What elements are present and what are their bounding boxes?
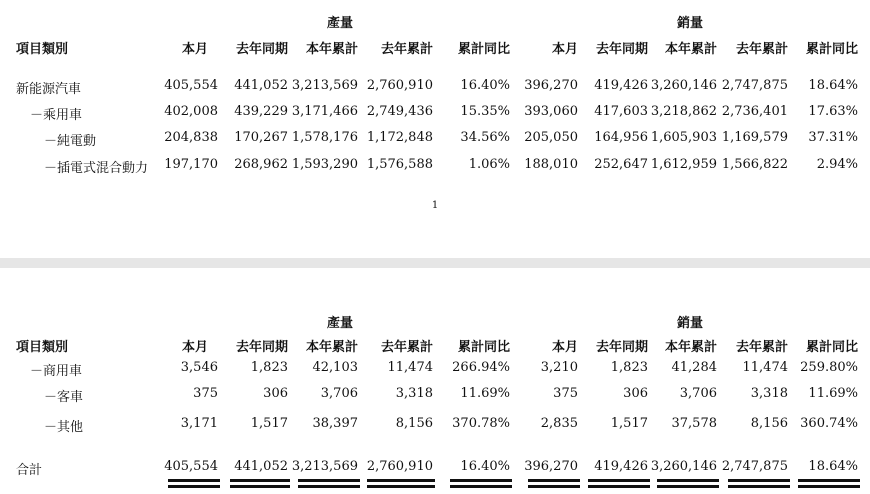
total-cell: 2,760,910 [366,459,433,474]
table-cell: 1,823 [610,360,648,375]
double-underline [168,479,220,489]
row-label: －純電動 [44,134,97,149]
col-header-prior-period: 去年同期 [595,340,648,355]
table-cell: 3,546 [180,360,218,375]
col-header-prior-ytd: 去年累計 [735,42,788,57]
table-cell: 3,213,569 [291,78,358,93]
double-underline [798,479,860,489]
col-header-month: 本月 [551,340,578,355]
col-header-yoy: 累計同比 [457,42,510,57]
table-row [0,386,870,406]
double-underline [367,479,435,489]
table-cell: 2,760,910 [366,78,433,93]
table-row [0,130,870,150]
table-cell: 3,171 [180,416,218,431]
table-cell: 1,517 [610,416,648,431]
table-cell: 2,736,401 [721,104,788,119]
table-cell: 8,156 [750,416,788,431]
table-cell: 164,956 [594,130,648,145]
table-cell: 306 [263,386,288,401]
table-cell: 3,210 [540,360,578,375]
table-cell: 2,747,875 [721,78,788,93]
row-label: －商用車 [30,364,83,379]
table-cell: 1,169,579 [721,130,788,145]
col-header-ytd: 本年累計 [305,42,358,57]
double-underline [230,479,290,489]
table-cell: 1,823 [250,360,288,375]
sales-group-header: 銷量 [676,316,703,331]
table-cell: 439,229 [234,104,288,119]
table-cell: 3,171,466 [291,104,358,119]
table-cell: 1,605,903 [650,130,717,145]
table-cell: 38,397 [312,416,358,431]
table-cell: 37,578 [671,416,717,431]
table-cell: 402,008 [164,104,218,119]
col-header-prior-period: 去年同期 [595,42,648,57]
total-row [0,459,870,479]
category-header: 項目類別 [16,42,69,57]
table-cell: 3,260,146 [650,78,717,93]
col-header-yoy: 累計同比 [805,42,858,57]
row-label: －乘用車 [30,108,83,123]
table-cell: 375 [553,386,578,401]
table-cell: 259.80% [800,360,858,375]
total-cell: 405,554 [164,459,218,474]
table-cell: 268,962 [234,157,288,172]
col-header-prior-ytd: 去年累計 [380,340,433,355]
table-cell: 204,838 [164,130,218,145]
table-cell: 2,835 [540,416,578,431]
col-header-month: 本月 [551,42,578,57]
table-cell: 42,103 [312,360,358,375]
col-header-yoy: 累計同比 [805,340,858,355]
table-cell: 3,706 [679,386,717,401]
col-header-prior-ytd: 去年累計 [380,42,433,57]
table-cell: 3,318 [750,386,788,401]
table-cell: 375 [193,386,218,401]
table-row [0,78,870,98]
col-header-yoy: 累計同比 [457,340,510,355]
table-cell: 1,576,588 [366,157,433,172]
table-row [0,360,870,380]
col-header-ytd: 本年累計 [664,42,717,57]
row-label: －其他 [44,420,84,435]
table-cell: 17.63% [808,104,858,119]
table-cell: 37.31% [808,130,858,145]
category-header: 項目類別 [16,340,69,355]
col-header-ytd: 本年累計 [305,340,358,355]
table-cell: 306 [623,386,648,401]
double-underline [588,479,650,489]
production-group-header: 產量 [326,16,353,31]
table-cell: 11,474 [742,360,788,375]
table-cell: 205,050 [524,130,578,145]
table-cell: 417,603 [594,104,648,119]
double-underline [728,479,790,489]
table-row [0,104,870,124]
table-cell: 1,566,822 [721,157,788,172]
table-cell: 8,156 [395,416,433,431]
table-cell: 197,170 [164,157,218,172]
page-separator [0,258,870,268]
production-group-header: 產量 [326,316,353,331]
total-cell: 2,747,875 [721,459,788,474]
table-cell: 3,318 [395,386,433,401]
table-cell: 393,060 [524,104,578,119]
total-cell: 396,270 [524,459,578,474]
table-cell: 370.78% [452,416,510,431]
table-cell: 1,612,959 [650,157,717,172]
col-header-prior-period: 去年同期 [235,42,288,57]
table-cell: 1,578,176 [291,130,358,145]
table-cell: 170,267 [234,130,288,145]
total-cell: 441,052 [234,459,288,474]
table-cell: 3,218,862 [650,104,717,119]
col-header-prior-ytd: 去年累計 [735,340,788,355]
page-2 [0,268,870,494]
col-header-prior-period: 去年同期 [235,340,288,355]
col-header-month: 本月 [181,340,208,355]
table-cell: 441,052 [234,78,288,93]
table-row [0,157,870,177]
total-cell: 16.40% [460,459,510,474]
total-label: 合計 [16,463,43,478]
table-cell: 396,270 [524,78,578,93]
row-label: －客車 [44,390,84,405]
table-cell: 18.64% [808,78,858,93]
double-underline [298,479,360,489]
table-cell: 15.35% [460,104,510,119]
double-underline [657,479,719,489]
table-cell: 1,517 [250,416,288,431]
table-cell: 2.94% [816,157,858,172]
table-row [0,416,870,436]
total-cell: 3,213,569 [291,459,358,474]
row-label: 新能源汽車 [16,82,82,97]
double-underline [450,479,512,489]
double-underline [528,479,580,489]
table-cell: 11.69% [808,386,858,401]
table-cell: 3,706 [320,386,358,401]
total-cell: 3,260,146 [650,459,717,474]
table-cell: 1,593,290 [291,157,358,172]
table-cell: 188,010 [524,157,578,172]
table-cell: 11,474 [387,360,433,375]
table-cell: 1.06% [468,157,510,172]
table-cell: 41,284 [671,360,717,375]
row-label: －插電式混合動力 [44,161,149,176]
table-cell: 405,554 [164,78,218,93]
total-cell: 18.64% [808,459,858,474]
table-cell: 252,647 [594,157,648,172]
table-cell: 34.56% [460,130,510,145]
col-header-ytd: 本年累計 [664,340,717,355]
table-cell: 16.40% [460,78,510,93]
sales-group-header: 銷量 [676,16,703,31]
col-header-month: 本月 [181,42,208,57]
table-cell: 1,172,848 [366,130,433,145]
table-cell: 266.94% [452,360,510,375]
table-cell: 11.69% [460,386,510,401]
table-cell: 419,426 [594,78,648,93]
total-cell: 419,426 [594,459,648,474]
page-number: 1 [431,200,439,211]
table-cell: 2,749,436 [366,104,433,119]
table-cell: 360.74% [800,416,858,431]
